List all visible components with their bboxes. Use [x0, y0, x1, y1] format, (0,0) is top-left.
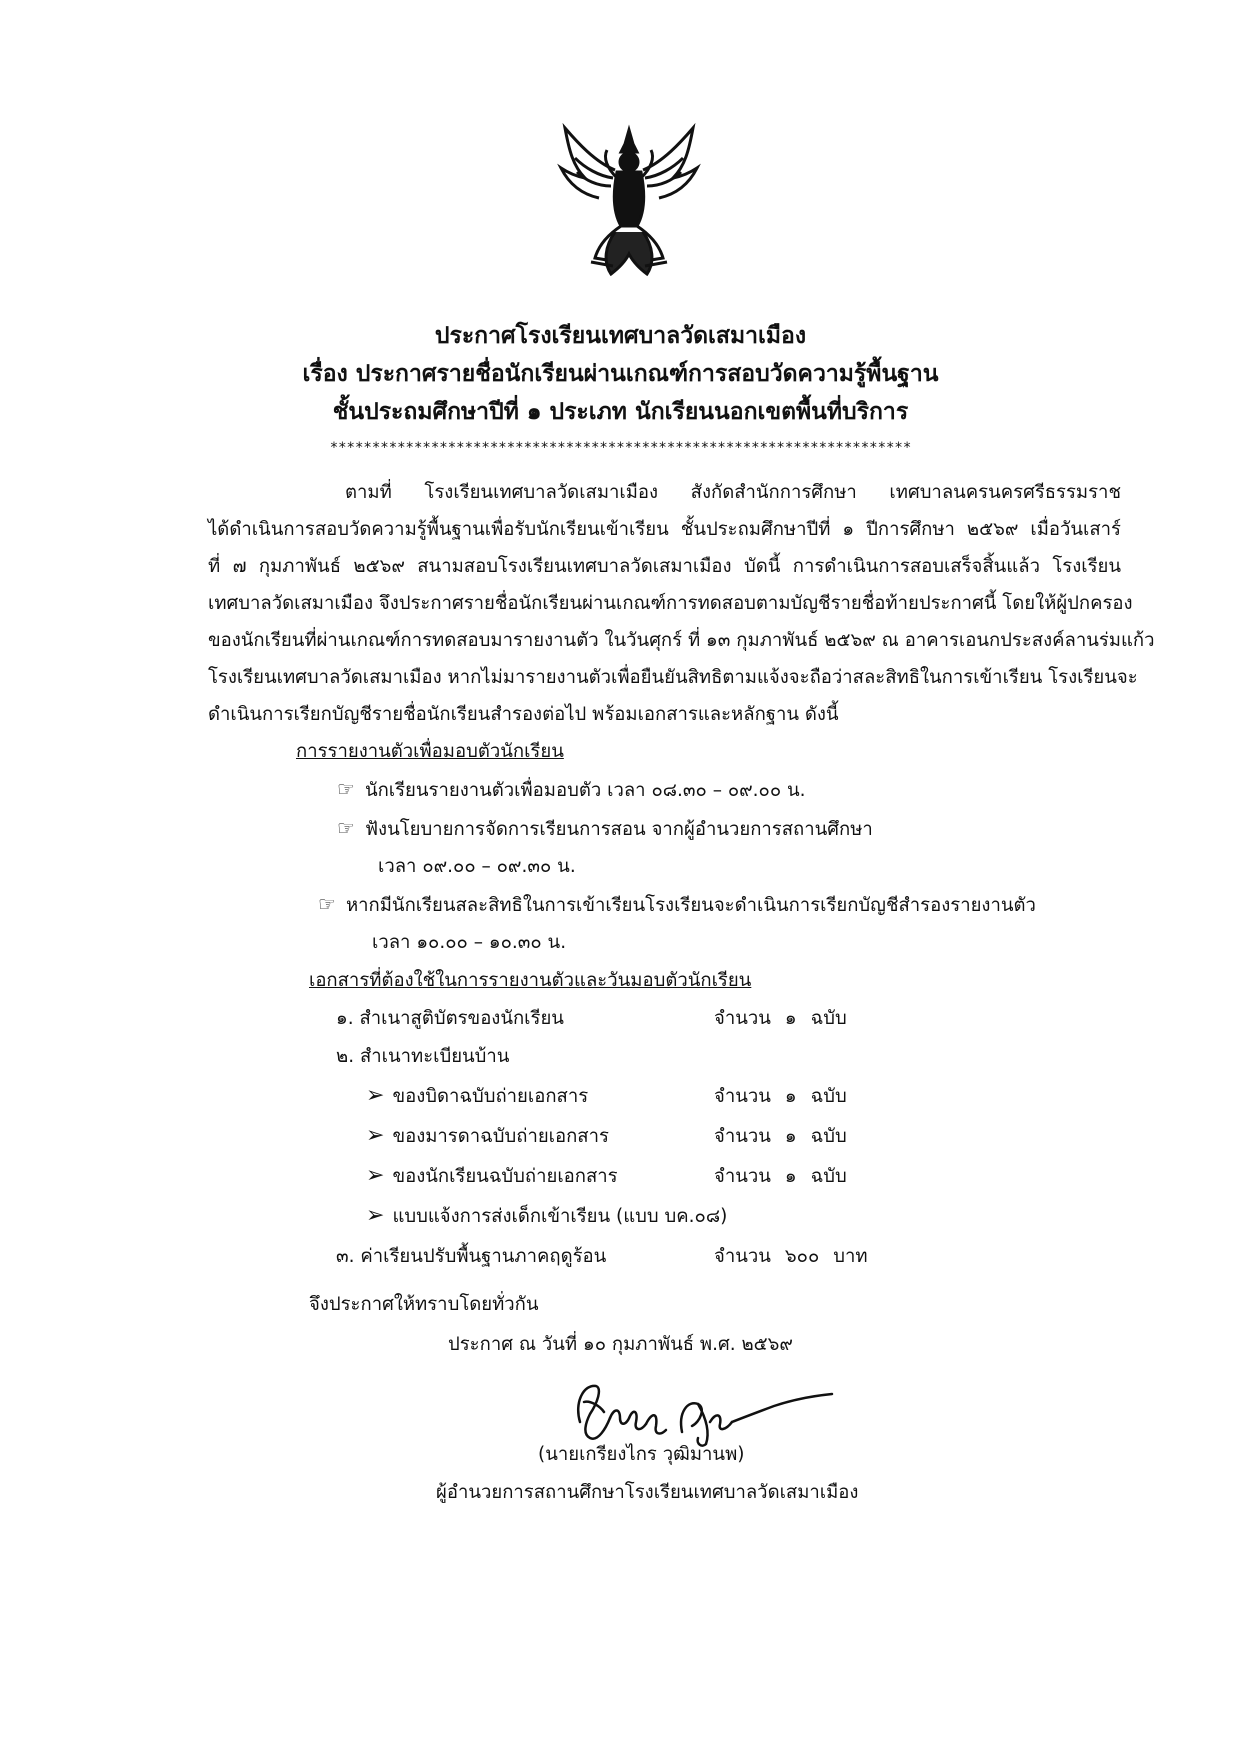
document-amount: จำนวน ๑ ฉบับ — [714, 1166, 847, 1187]
list-item: ☞ หากมีนักเรียนสละสิทธิในการเข้าเรียนโรงเรียนจะดำเนินการเรียกบัญชีสำรองรายงานตัว — [318, 892, 1036, 916]
sub-document-item: ➢ แบบแจ้งการส่งเด็กเข้าเรียน (แบบ บค.๐๘) — [366, 1203, 728, 1228]
section-heading-report: การรายงานตัวเพื่อมอบตัวนักเรียน — [296, 741, 564, 762]
arrow-bullet-icon: ➢ — [366, 1163, 385, 1188]
closing-statement: จึงประกาศให้ทราบโดยทั่วกัน — [309, 1294, 539, 1315]
pointing-hand-icon: ☞ — [337, 777, 355, 801]
sub-document-item: ➢ ของนักเรียนฉบับถ่ายเอกสาร — [366, 1163, 618, 1188]
document-amount: จำนวน ๑ ฉบับ — [714, 1008, 847, 1029]
grade-title: ชั้นประถมศึกษาปีที่ ๑ ประเภท นักเรียนนอกเขตพื้นที่บริการ — [332, 399, 909, 425]
separator-line: ********************************************************************* — [329, 440, 912, 456]
list-item: ☞ นักเรียนรายงานตัวเพื่อมอบตัว เวลา ๐๘.๓๐ – ๐๙.๐๐ น. — [337, 777, 806, 801]
document-item: ๓. ค่าเรียนปรับพื้นฐานภาคฤดูร้อน — [336, 1246, 607, 1267]
arrow-bullet-icon: ➢ — [366, 1123, 385, 1148]
document-item: ๒. สำเนาทะเบียนบ้าน — [336, 1046, 510, 1067]
sub-document-item: ➢ ของบิดาฉบับถ่ายเอกสาร — [366, 1083, 589, 1108]
arrow-bullet-icon: ➢ — [366, 1203, 385, 1228]
paragraph-line: ดำเนินการเรียกบัญชีรายชื่อนักเรียนสำรองต่อไป พร้อมเอกสารและหลักฐาน ดังนี้ — [208, 704, 839, 725]
pointing-hand-icon: ☞ — [318, 892, 336, 916]
list-item-time: เวลา ๐๙.๐๐ – ๐๙.๓๐ น. — [378, 856, 576, 877]
document-amount: จำนวน ๑ ฉบับ — [714, 1086, 847, 1107]
section-heading-documents: เอกสารที่ต้องใช้ในการรายงานตัวและวันมอบตัวนักเรียน — [309, 970, 752, 991]
document-amount: จำนวน ๖๐๐ บาท — [714, 1246, 868, 1267]
announcement-title: ประกาศโรงเรียนเทศบาลวัดเสมาเมือง — [434, 323, 807, 349]
paragraph-line: เทศบาลวัดเสมาเมือง จึงประกาศรายชื่อนักเรียนผ่านเกณฑ์การทดสอบตามบัญชีรายชื่อท้ายประกาศนี้ โดยให้ผู้ปกครอง — [208, 593, 1133, 614]
signatory-position: ผู้อำนวยการสถานศึกษาโรงเรียนเทศบาลวัดเสมาเมือง — [436, 1482, 859, 1503]
paragraph-line: ตามที่ โรงเรียนเทศบาลวัดเสมาเมือง สังกัดสำนักการศึกษา เทศบาลนครนครศรีธรรมราช — [345, 482, 1121, 503]
signatory-name: (นายเกรียงไกร วุฒิมานพ) — [538, 1444, 745, 1465]
announcement-date: ประกาศ ณ วันที่ ๑๐ กุมภาพันธ์ พ.ศ. ๒๕๖๙ — [448, 1334, 793, 1355]
subject-title: เรื่อง ประกาศรายชื่อนักเรียนผ่านเกณฑ์การสอบวัดความรู้พื้นฐาน — [302, 361, 939, 387]
list-item-time: เวลา ๑๐.๐๐ – ๑๐.๓๐ น. — [372, 932, 567, 953]
paragraph-line: โรงเรียนเทศบาลวัดเสมาเมือง หากไม่มารายงานตัวเพื่อยืนยันสิทธิตามแจ้งจะถือว่าสละสิทธิในการเข้าเรียน โรงเรียนจะ — [208, 667, 1138, 688]
list-item: ☞ ฟังนโยบายการจัดการเรียนการสอน จากผู้อำนวยการสถานศึกษา — [337, 816, 873, 840]
garuda-emblem-icon — [555, 122, 703, 282]
sub-document-item: ➢ ของมารดาฉบับถ่ายเอกสาร — [366, 1123, 609, 1148]
paragraph-line: ได้ดำเนินการสอบวัดความรู้พื้นฐานเพื่อรับนักเรียนเข้าเรียน ชั้นประถมศึกษาปีที่ ๑ ปีการศึกษา ๒๕๖๙ เมื่อวันเสาร์ — [208, 519, 1121, 540]
arrow-bullet-icon: ➢ — [366, 1083, 385, 1108]
paragraph-line: ที่ ๗ กุมภาพันธ์ ๒๕๖๙ สนามสอบโรงเรียนเทศบาลวัดเสมาเมือง บัดนี้ การดำเนินการสอบเสร็จสิ้นแล้ว โรงเรียน — [208, 556, 1121, 577]
pointing-hand-icon: ☞ — [337, 816, 355, 840]
document-amount: จำนวน ๑ ฉบับ — [714, 1126, 847, 1147]
paragraph-line: ของนักเรียนที่ผ่านเกณฑ์การทดสอบมารายงานตัว ในวันศุกร์ ที่ ๑๓ กุมภาพันธ์ ๒๕๖๙ ณ อาคารเอนกประสงค์ลานร่มแก้ว — [208, 630, 1155, 651]
document-item: ๑. สำเนาสูติบัตรของนักเรียน — [336, 1008, 564, 1029]
